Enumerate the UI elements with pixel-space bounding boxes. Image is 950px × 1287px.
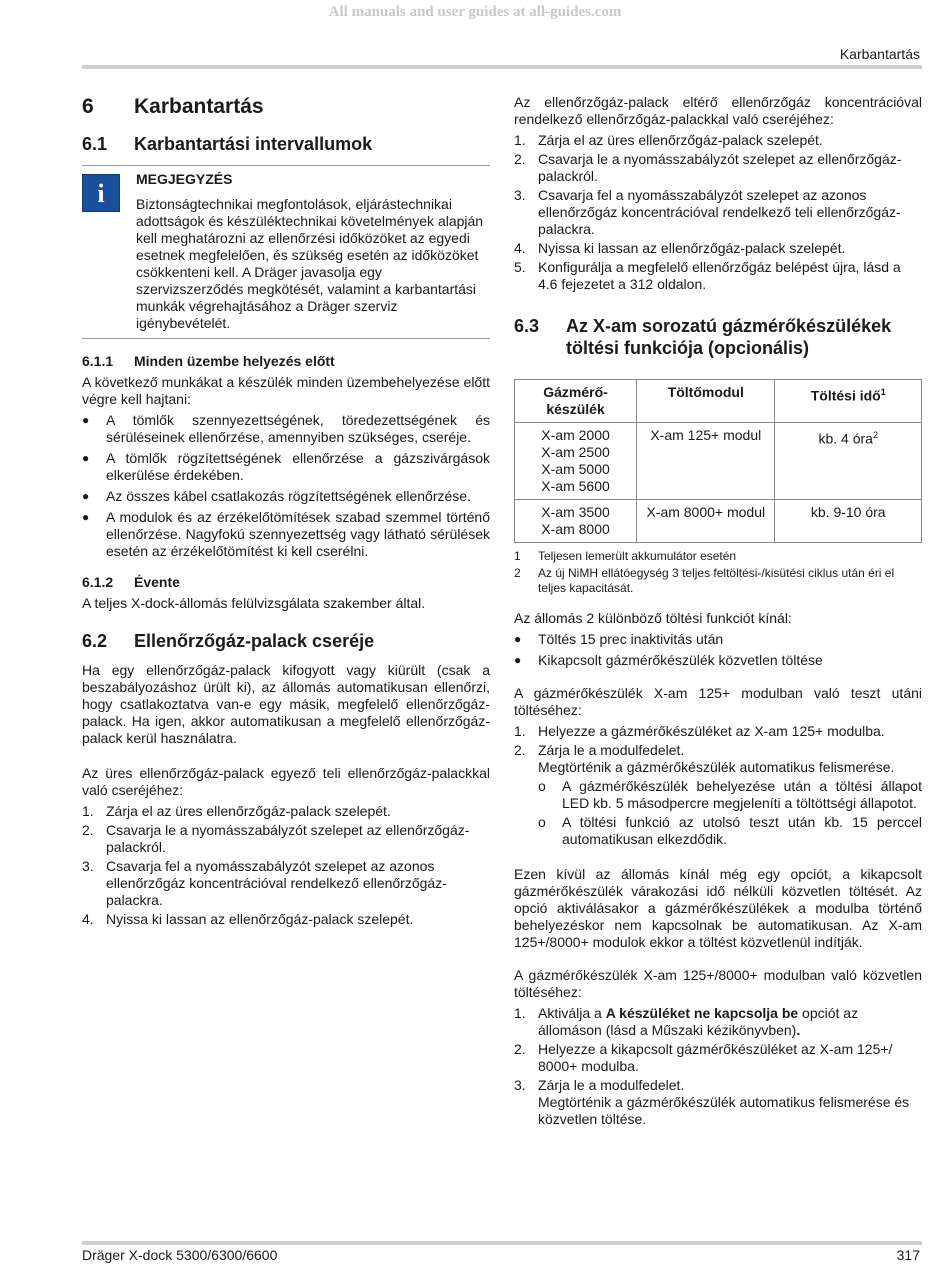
section-number: 6.1 [82, 134, 108, 154]
list-item [82, 911, 490, 928]
list-item [514, 652, 922, 669]
subsection-number: 6.1.2 [82, 574, 114, 590]
step-text [538, 1005, 922, 1039]
step-number: 2. [514, 742, 526, 758]
step-number: 2. [514, 1041, 526, 1057]
option-name: A készüléket ne kapcsolja be [605, 1005, 799, 1021]
paragraph: Az üres ellenőrzőgáz-palack egyező teli ellenőrzőgáz-palackkal való cseréjéhez: [82, 765, 490, 798]
step-text: Zárja el az üres ellenőrzőgáz-palack szelepét. [106, 803, 391, 819]
device-name: X-am 5000 [541, 461, 610, 477]
note-title: MEGJEGYZÉS [136, 171, 233, 187]
list-item-text: Töltés 15 prec inaktivitás után [538, 631, 724, 647]
list-item [538, 778, 922, 812]
section-title: Ellenőrzőgáz-palack cseréje [134, 631, 375, 651]
table-cell [775, 423, 922, 500]
list-item [514, 1005, 922, 1039]
footnote-ref: 1 [880, 387, 886, 397]
bullet-list [514, 631, 922, 669]
step-number: 2. [82, 822, 94, 838]
step-number: 3. [82, 858, 94, 874]
step-text: Csavarja fel a nyomásszabályzót szelepet az azonos ellenőrzőgáz koncentrációval rendelkező ellenőrzőgáz-palackra. [106, 858, 447, 908]
text-run: Aktiválja a [538, 1005, 606, 1021]
right-column [514, 94, 922, 1132]
footnote-number: 1 [514, 549, 521, 563]
step-number: 4. [82, 911, 94, 927]
running-header: Karbantartás [839, 46, 920, 62]
list-item [514, 723, 922, 740]
step-number: 1. [514, 132, 526, 148]
list-item [82, 803, 490, 820]
step-text: Nyissa ki lassan az ellenőrzőgáz-palack szelepét. [538, 240, 846, 256]
step-number: 2. [514, 151, 526, 167]
subsection-number: 6.1.1 [82, 353, 114, 369]
table-header [775, 380, 922, 423]
step-text: Csavarja fel a nyomásszabályzót szelepet az azonos ellenőrzőgáz koncentrációval rendelkező teli ellenőrzőgáz-palackra. [538, 187, 901, 237]
device-name: X-am 2000 [541, 427, 610, 443]
step-number: 5. [514, 259, 526, 275]
charging-table [514, 379, 922, 543]
header-text: Töltési idő [810, 387, 881, 404]
paragraph: A gázmérőkészülék X-am 125+ modulban való teszt utáni töltéséhez: [514, 685, 922, 718]
list-item [82, 858, 490, 909]
step-number: 4. [514, 240, 526, 256]
list-item [82, 509, 490, 560]
device-name: X-am 2500 [541, 444, 610, 460]
list-item [82, 412, 490, 446]
section-title: Karbantartási intervallumok [134, 134, 373, 154]
subsection-6-1-2-heading [82, 574, 490, 591]
cell-text: kb. 4 óra [818, 430, 873, 447]
list-item-text: Kikapcsolt gázmérőkészülék közvetlen töltése [538, 652, 823, 668]
list-item-text: A gázmérőkészülék behelyezése után a töltési állapot LED kb. 5 másodpercre megjeleníti a töltöttségi állapotot. [562, 778, 922, 811]
subsection-6-1-1-heading [82, 353, 490, 370]
device-name: X-am 8000 [541, 521, 610, 537]
bullet-icon: ● [82, 413, 90, 427]
step-body [538, 742, 922, 850]
list-item [514, 151, 922, 185]
device-name: X-am 3500 [541, 504, 610, 520]
chapter-title: Karbantartás [134, 95, 264, 118]
left-column [82, 94, 490, 932]
step-text: Zárja le a modulfedelet. [538, 742, 685, 758]
step-text: Zárja el az üres ellenőrzőgáz-palack szelepét. [538, 132, 823, 148]
section-6-2-heading [82, 630, 490, 652]
table-row [515, 423, 922, 500]
section-number: 6.2 [82, 631, 108, 651]
step-number: 3. [514, 1077, 526, 1093]
paragraph: A teljes X-dock-állomás felülvizsgálata szakember által. [82, 595, 426, 611]
bullet-list [82, 412, 490, 560]
list-item [514, 259, 922, 293]
table-cell: X-am 125+ modul [637, 423, 775, 500]
table-header: Töltőmodul [637, 380, 775, 423]
text-run: opciót az állomáson (lásd a Műszaki kézikönyvben) [538, 1005, 859, 1038]
step-text: Zárja le a modulfedelet. [538, 1077, 685, 1093]
steps-list [514, 723, 922, 850]
paragraph: A következő munkákat a készülék minden üzembehelyezése előtt végre kell hajtani: [82, 374, 490, 407]
section-6-3-heading [514, 315, 922, 359]
list-item [82, 822, 490, 856]
step-text: Konfigurálja a megfelelő ellenőrzőgáz belépést újra, lásd a 4.6 fejezetet a 312 oldalon. [538, 259, 901, 292]
list-item [514, 742, 922, 850]
list-item-text: A tömlők szennyezettségének, töredezettségének és sérüléseinek ellenőrzése, amennyiben szükséges, cseréje. [106, 412, 490, 445]
bullet-icon: ● [82, 510, 90, 524]
list-item [538, 814, 922, 848]
list-item [82, 488, 490, 505]
table-header-row [515, 380, 922, 423]
device-name: X-am 5600 [541, 478, 610, 494]
list-item [82, 450, 490, 484]
table-cell: kb. 9-10 óra [775, 500, 922, 543]
note-body [136, 171, 490, 332]
steps-list [82, 803, 490, 928]
note-text: Biztonságtechnikai megfontolások, eljárástechnikai adottságok és készüléktechnikai követelmények alapján kell meghatározni az ellenőrzési időközöket az egyedi esetnek megfelelően, és szükség esetén az időközöket csökkenteni kell. A Dräger javasolja egy szervizszerződés megkötését, valamint a karbantartási munkák végrehajtásához a Dräger szerviz igénybevételét. [136, 196, 484, 331]
step-number: 1. [514, 723, 526, 739]
footnote [514, 566, 922, 596]
section-title: Az X-am sorozatú gázmérőkészülékek töltési funkciója (opcionális) [566, 316, 892, 358]
note-box [82, 165, 490, 339]
info-icon: i [82, 174, 120, 212]
footnote-text: Az új NiMH ellátóegység 3 teljes feltöltési-/kisütési ciklus után éri el teljes kapacitását. [538, 566, 895, 595]
circle-bullet-icon: o [538, 778, 546, 794]
list-item [514, 187, 922, 238]
bullet-icon: ● [514, 653, 522, 667]
text-run: . [796, 1022, 801, 1038]
sub-list [538, 778, 922, 848]
step-number: 1. [514, 1005, 526, 1021]
list-item [514, 1041, 922, 1075]
chapter-number: 6 [82, 95, 94, 118]
list-item [514, 1077, 922, 1128]
step-number: 3. [514, 187, 526, 203]
bullet-icon: ● [514, 632, 522, 646]
bullet-icon: ● [82, 489, 90, 503]
table-header: Gázmérő-készülék [515, 380, 637, 423]
step-result: Megtörténik a gázmérőkészülék automatikus felismerése. [538, 759, 895, 775]
steps-list [514, 1005, 922, 1128]
step-body [538, 1077, 922, 1128]
footnote-ref: 2 [872, 430, 878, 440]
list-item-text: A tömlők rögzítettségének ellenőrzése a gázszivárgások elkerülése érdekében. [106, 450, 490, 483]
paragraph: Az ellenőrzőgáz-palack eltérő ellenőrzőgáz koncentrációval rendelkező ellenőrzőgáz-palackkal való cseréjéhez: [514, 94, 922, 127]
list-item-text: A töltési funkció az utolsó teszt után kb. 15 perccel automatikusan elkezdődik. [562, 814, 922, 847]
step-result: Megtörténik a gázmérőkészülék automatikus felismerése és közvetlen töltése. [538, 1094, 910, 1127]
circle-bullet-icon: o [538, 814, 546, 830]
subsection-title: Minden üzembe helyezés előtt [134, 353, 335, 369]
footnote-text: Teljesen lemerült akkumulátor esetén [538, 549, 737, 563]
subsection-title: Évente [134, 574, 180, 590]
footnote-number: 2 [514, 566, 521, 580]
paragraph: A gázmérőkészülék X-am 125+/8000+ modulban való közvetlen töltéséhez: [514, 967, 922, 1000]
list-item-text: Az összes kábel csatlakozás rögzítettségének ellenőrzése. [106, 488, 471, 504]
paragraph: Az állomás 2 különböző töltési funkciót kínál: [514, 610, 792, 626]
section-6-1-heading [82, 133, 490, 155]
step-text: Csavarja le a nyomásszabályzót szelepet az ellenőrzőgáz-palackról. [106, 822, 470, 855]
footer-product: Dräger X-dock 5300/6300/6600 [82, 1247, 278, 1263]
table-row [515, 500, 922, 543]
section-number: 6.3 [514, 316, 540, 336]
step-number: 1. [82, 803, 94, 819]
list-item-text: A modulok és az érzékelőtömítések szabad szemmel történő ellenőrzése. Nagyfokú szennyezettség vagy látható sérülések esetén az érzékelőtömítést ki kell cserélni. [106, 509, 490, 559]
step-text: Helyezze a gázmérőkészüléket az X-am 125+ modulba. [538, 723, 885, 739]
step-text: Nyissa ki lassan az ellenőrzőgáz-palack szelepét. [106, 911, 414, 927]
watermark: All manuals and user guides at all-guides.com [328, 4, 622, 20]
step-text: Csavarja le a nyomásszabályzót szelepet az ellenőrzőgáz-palackról. [538, 151, 902, 184]
table-cell [515, 423, 637, 500]
table-cell: X-am 8000+ modul [637, 500, 775, 543]
step-text: Helyezze a kikapcsolt gázmérőkészüléket az X-am 125+/ 8000+ modulba. [538, 1041, 893, 1074]
list-item [514, 631, 922, 648]
list-item [514, 240, 922, 257]
paragraph: Ha egy ellenőrzőgáz-palack kifogyott vagy kiürült (csak a beszabályozáshoz ürült ki), az állomás automatikusan ellenőrzi, hogy csatlakoztatva van-e egy másik, megfelelő ellenőrzőgáz-palack. Ha igen, akkor automatikusan a megfelelő ellenőrzőgáz-palack kerül használatra. [82, 662, 490, 746]
header-rule [82, 65, 922, 69]
paragraph: Ezen kívül az állomás kínál még egy opciót, a kikapcsolt gázmérőkészülék várakozási idő nélküli közvetlen töltését. Az opció aktiválásakor a gázmérőkészülékek a modulba történő behelyezéskor nem kapcsolnak be automatikusan. Az X-am 125+/8000+ modulok ekkor a töltést közvetlenül indítják. [514, 866, 922, 950]
list-item [514, 132, 922, 149]
footnote [514, 549, 922, 564]
page-number: 317 [896, 1247, 920, 1263]
bullet-icon: ● [82, 451, 90, 465]
steps-list [514, 132, 922, 293]
chapter-heading [82, 95, 490, 118]
table-cell [515, 500, 637, 543]
footer-rule [82, 1241, 922, 1245]
